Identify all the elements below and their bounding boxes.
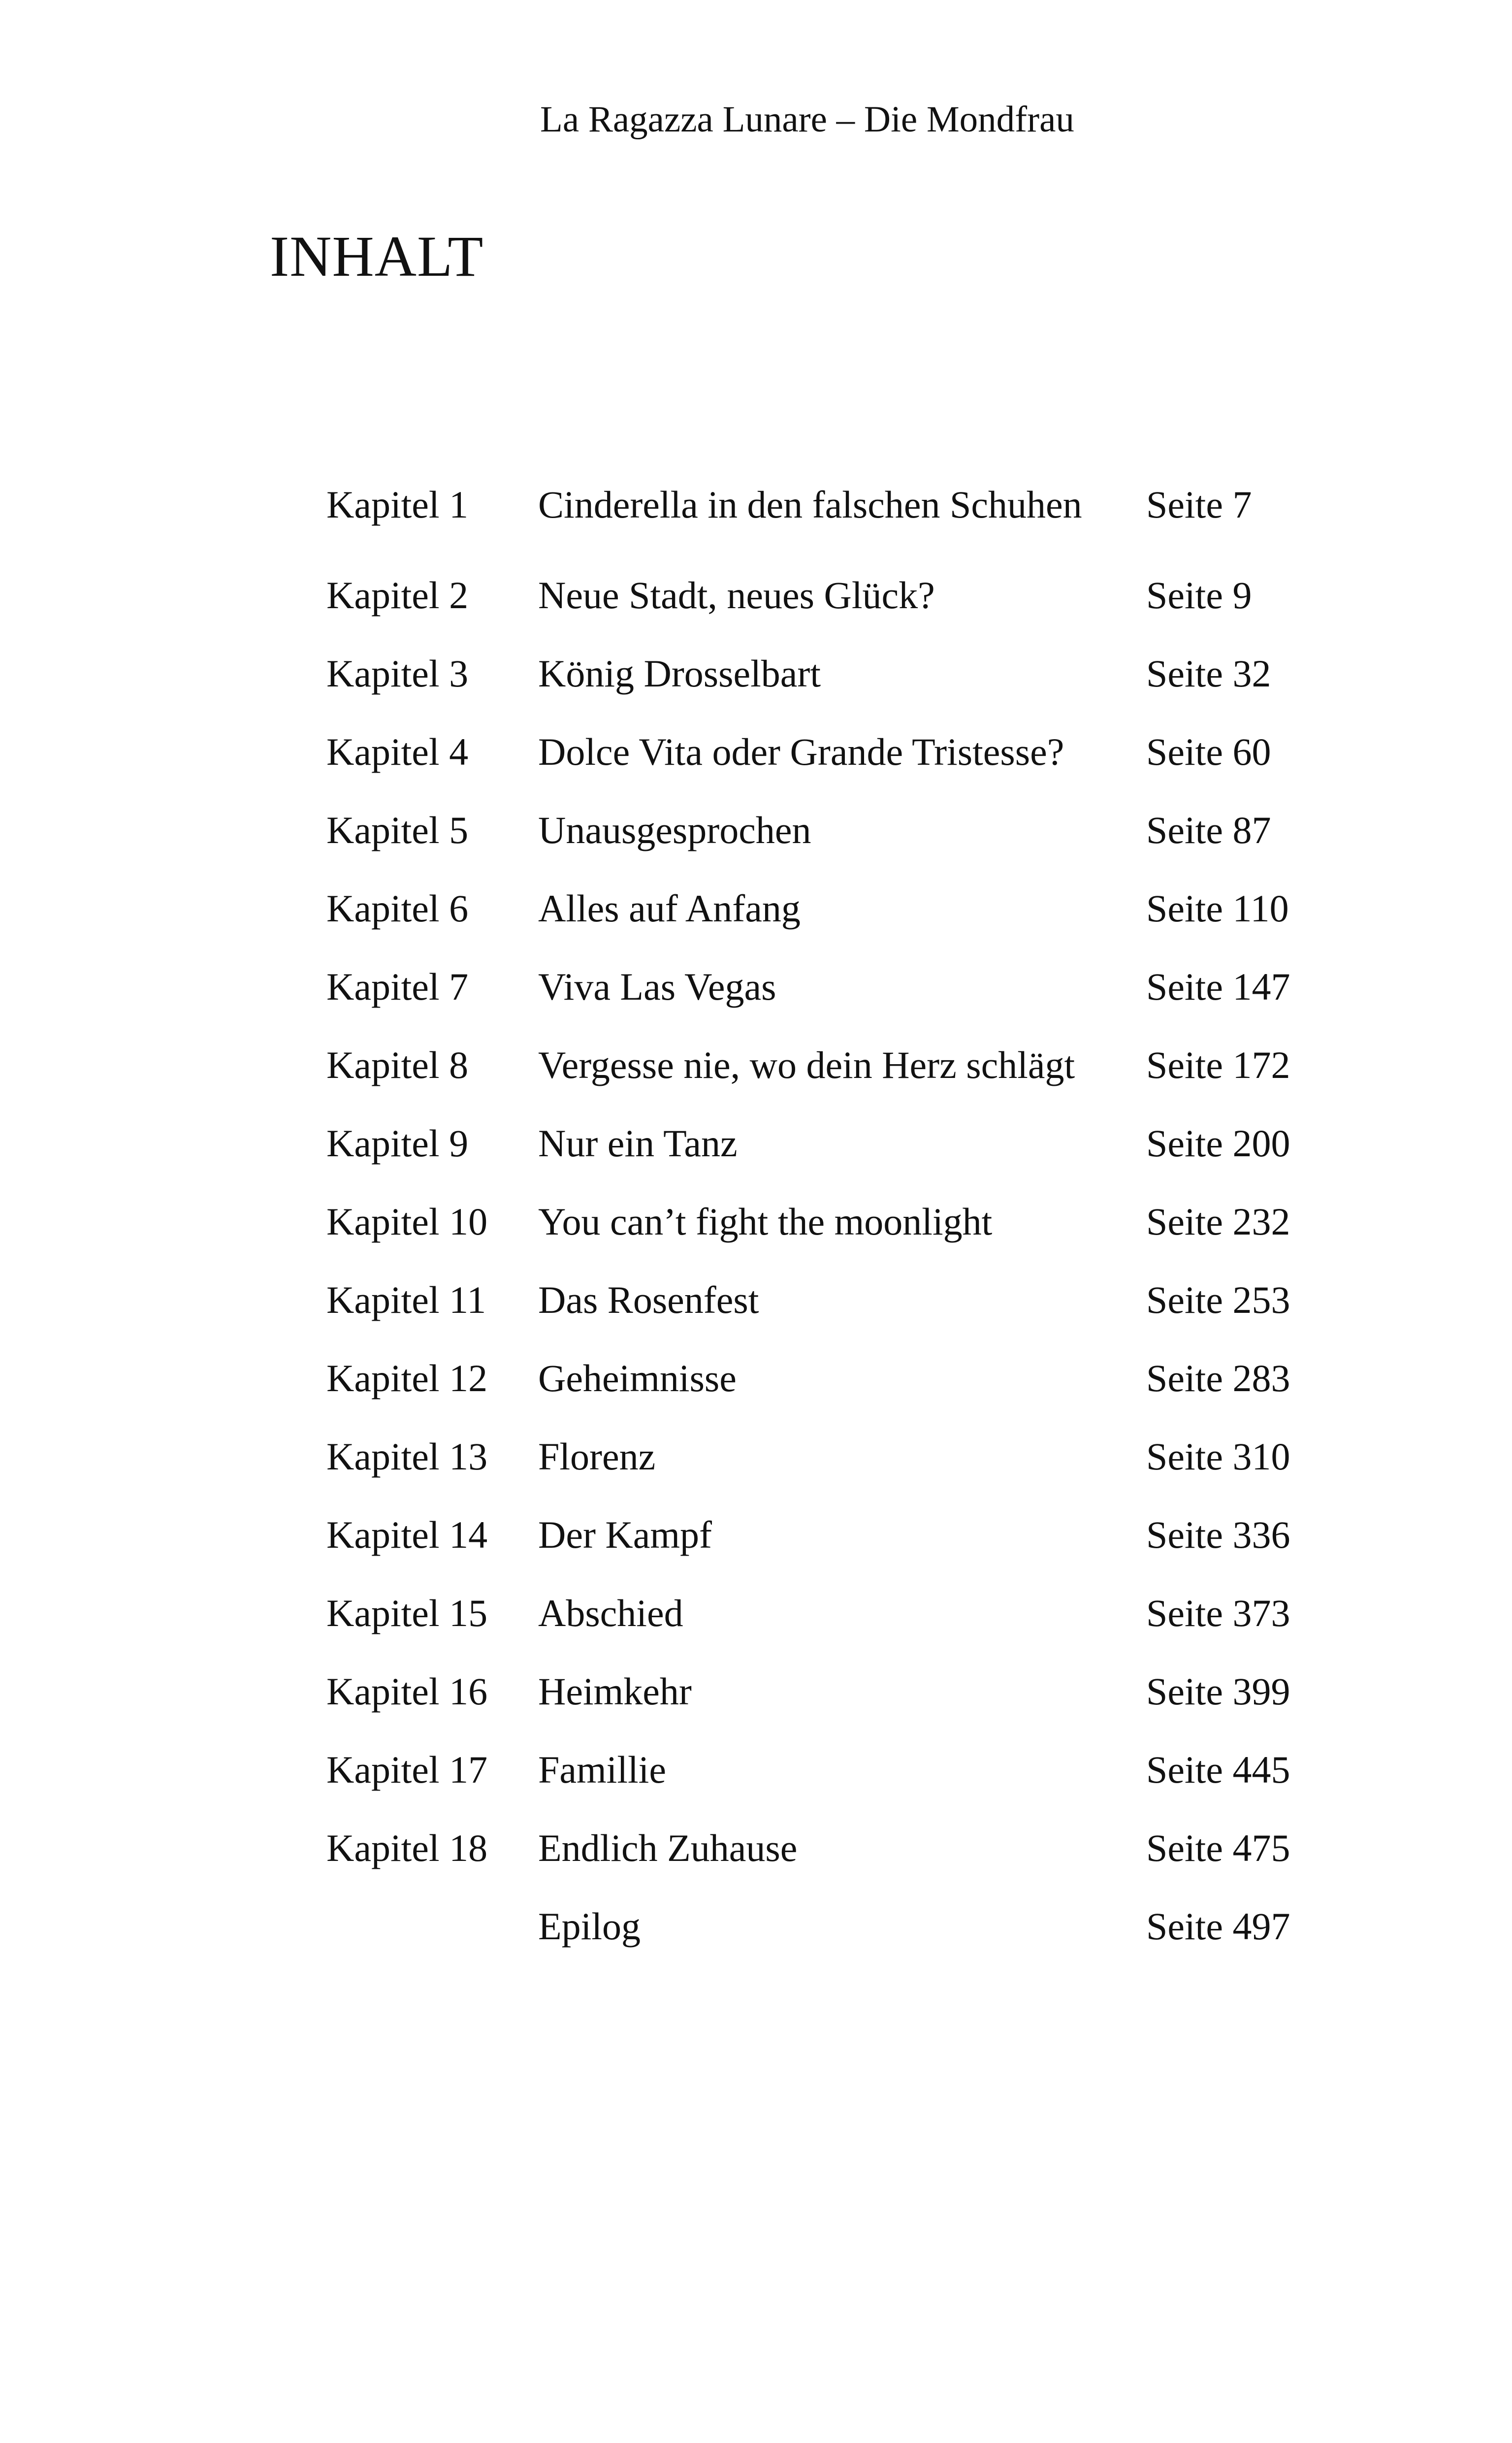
- toc-page-number: Seite 253: [1146, 1278, 1290, 1321]
- toc-row: [0, 730, 1512, 782]
- toc-chapter-title: König Drosselbart: [538, 652, 821, 695]
- toc-page-number: Seite 475: [1146, 1826, 1290, 1869]
- toc-chapter-label: Kapitel 9: [326, 1122, 469, 1165]
- toc-page-number: Seite 497: [1146, 1905, 1290, 1948]
- toc-row: [0, 1043, 1512, 1095]
- toc-chapter-title: Alles auf Anfang: [538, 887, 801, 930]
- toc-row: [0, 1437, 1512, 1487]
- toc-row: [0, 1748, 1512, 1800]
- toc-page-number: Seite 32: [1146, 652, 1271, 695]
- toc-chapter-title: Endlich Zuhause: [538, 1826, 798, 1869]
- toc-row: [0, 483, 1512, 535]
- toc-page-number: Seite 399: [1146, 1670, 1290, 1713]
- toc-chapter-title: Geheimnisse: [538, 1357, 737, 1400]
- toc-row: [0, 1200, 1512, 1252]
- toc-page-number: Seite 110: [1146, 887, 1289, 930]
- toc-chapter-label: Kapitel 2: [326, 574, 469, 617]
- toc-page-number: Seite 60: [1146, 730, 1271, 773]
- toc-page-number: Seite 87: [1146, 809, 1271, 851]
- toc-row: [0, 576, 1512, 625]
- toc-chapter-label: Kapitel 10: [326, 1200, 488, 1243]
- toc-chapter-label: Kapitel 3: [326, 652, 469, 695]
- toc-chapter-title: Viva Las Vegas: [538, 965, 776, 1008]
- toc-chapter-label: Kapitel 13: [326, 1435, 488, 1478]
- toc-chapter-label: Kapitel 8: [326, 1043, 469, 1086]
- toc-chapter-label: Kapitel 7: [326, 965, 469, 1008]
- toc-page-number: Seite 232: [1146, 1200, 1290, 1243]
- toc-chapter-title: Nur ein Tanz: [538, 1122, 738, 1165]
- toc-row: [0, 1672, 1512, 1722]
- toc-chapter-label: Kapitel 6: [326, 887, 469, 930]
- toc-row: [0, 1278, 1512, 1330]
- toc-row: [0, 965, 1512, 1017]
- toc-chapter-label: Kapitel 17: [326, 1748, 488, 1791]
- toc-chapter-title: Heimkehr: [538, 1670, 692, 1713]
- running-header: La Ragazza Lunare – Die Mondfrau: [540, 99, 1074, 140]
- toc-page-number: Seite 373: [1146, 1592, 1290, 1634]
- toc-row: [0, 1826, 1512, 1878]
- toc-row: [0, 889, 1512, 939]
- toc-page-number: Seite 147: [1146, 965, 1290, 1008]
- toc-chapter-title: Dolce Vita oder Grande Tristesse?: [538, 730, 1064, 773]
- toc-chapter-title: Famillie: [538, 1748, 666, 1791]
- toc-chapter-title: Vergesse nie, wo dein Herz schlägt: [538, 1043, 1075, 1086]
- toc-chapter-label: Kapitel 14: [326, 1513, 488, 1556]
- toc-chapter-title: You can’t fight the moonlight: [538, 1200, 993, 1243]
- toc-page-number: Seite 200: [1146, 1122, 1290, 1165]
- toc-chapter-label: Kapitel 11: [326, 1278, 486, 1321]
- toc-row: [0, 654, 1512, 704]
- toc-chapter-title: Cinderella in den falschen Schuhen: [538, 483, 1082, 526]
- toc-chapter-label: Kapitel 4: [326, 730, 469, 773]
- toc-chapter-title: Epilog: [538, 1905, 641, 1948]
- toc-chapter-label: Kapitel 15: [326, 1592, 488, 1634]
- page-title: INHALT: [270, 224, 484, 289]
- toc-page-number: Seite 283: [1146, 1357, 1290, 1400]
- toc-chapter-label: Kapitel 5: [326, 809, 469, 851]
- toc-page-number: Seite 336: [1146, 1513, 1290, 1556]
- toc-chapter-title: Abschied: [538, 1592, 683, 1634]
- toc-page-number: Seite 9: [1146, 574, 1252, 617]
- toc-chapter-title: Das Rosenfest: [538, 1278, 759, 1321]
- toc-chapter-label: Kapitel 1: [326, 483, 469, 526]
- toc-row: [0, 811, 1512, 860]
- toc-chapter-title: Neue Stadt, neues Glück?: [538, 574, 935, 617]
- toc-chapter-label: Kapitel 16: [326, 1670, 488, 1713]
- toc-row: [0, 1907, 1512, 1956]
- toc-row: [0, 1124, 1512, 1173]
- toc-page-number: Seite 310: [1146, 1435, 1290, 1478]
- toc-page-number: Seite 7: [1146, 483, 1252, 526]
- toc-chapter-title: Florenz: [538, 1435, 656, 1478]
- toc-row: [0, 1359, 1512, 1408]
- toc-chapter-label: Kapitel 12: [326, 1357, 488, 1400]
- toc-page-number: Seite 172: [1146, 1043, 1290, 1086]
- toc-row: [0, 1513, 1512, 1565]
- toc-page-number: Seite 445: [1146, 1748, 1290, 1791]
- toc-chapter-title: Der Kampf: [538, 1513, 712, 1556]
- toc-chapter-label: Kapitel 18: [326, 1826, 488, 1869]
- toc-chapter-title: Unausgesprochen: [538, 809, 811, 851]
- toc-row: [0, 1594, 1512, 1643]
